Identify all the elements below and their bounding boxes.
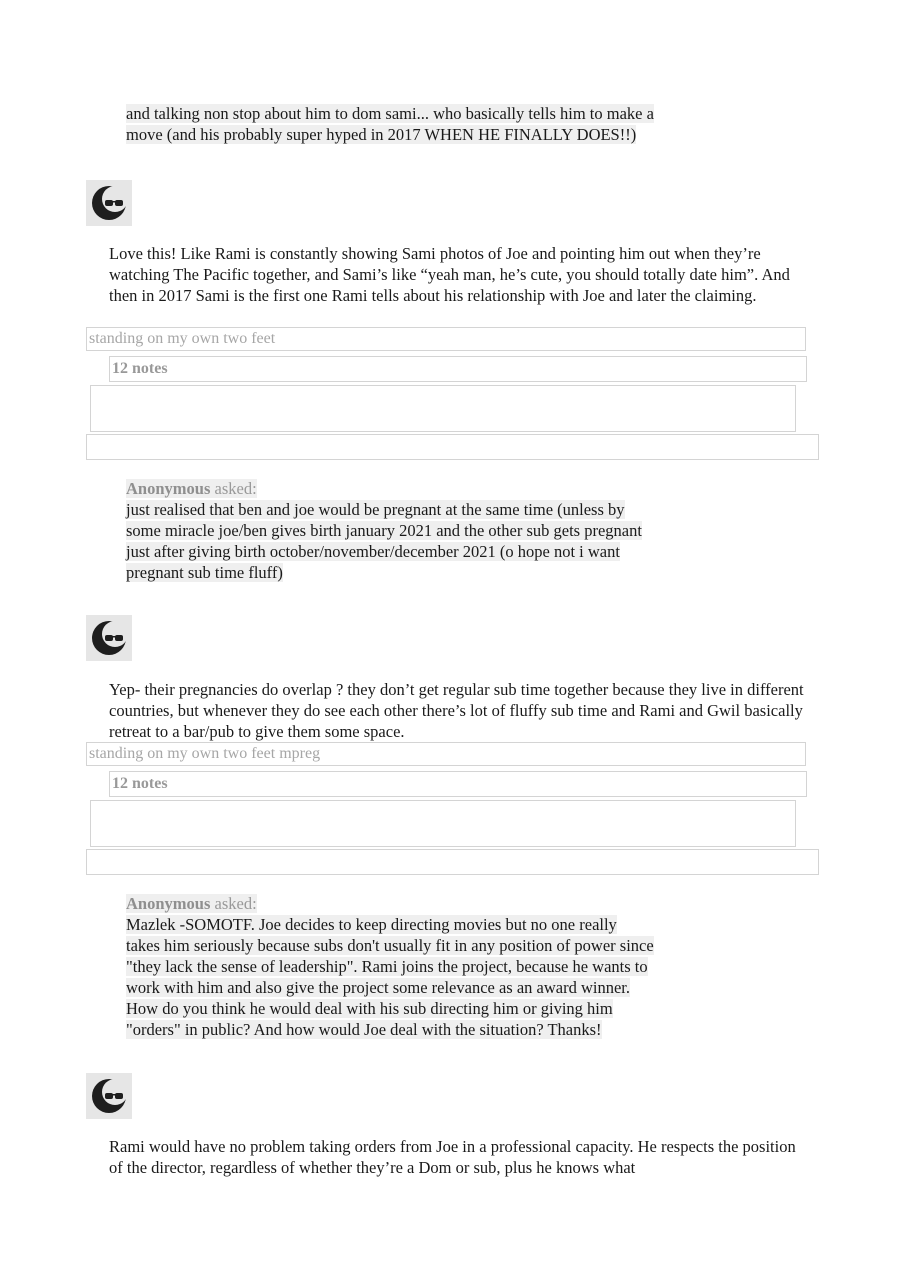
answer-text: Love this! Like Rami is constantly showing Sami photos of Joe and pointing him out when they’re watching The Pacific together, and Sami’s like “yeah man, he’s cute, you should totally date him”. And then in 2017 Sami is the first one Rami tells about his relationship with Joe and later the claiming.: [109, 244, 790, 305]
asker-verb: asked:: [214, 894, 257, 913]
answer-text: Rami would have no problem taking orders from Joe in a professional capacity. He respects the position of the director, regardless of whether they’re a Dom or sub, plus he knows what: [109, 1137, 796, 1177]
question-line: move (and his probably super hyped in 2017 WHEN HE FINALLY DOES!!): [126, 125, 637, 144]
avatar[interactable]: [86, 1073, 132, 1119]
notes-count[interactable]: 12 notes: [109, 771, 807, 797]
question-line: work with him and also give the project some relevance as an award winner.: [126, 978, 630, 997]
question-line: pregnant sub time fluff): [126, 563, 283, 582]
question-block: [126, 893, 746, 1040]
sunglasses-moon-icon: [86, 615, 132, 661]
asker-name[interactable]: Anonymous: [126, 479, 211, 498]
question-line: Mazlek -SOMOTF. Joe decides to keep directing movies but no one really: [126, 915, 617, 934]
sunglasses-moon-icon: [86, 1073, 132, 1119]
post-divider-box: [86, 434, 819, 460]
question-line: and talking non stop about him to dom sami... who basically tells him to make a: [126, 104, 654, 123]
asker-name[interactable]: Anonymous: [126, 894, 211, 913]
notes-count[interactable]: 12 notes: [109, 356, 807, 382]
post-footer-box: [90, 800, 796, 847]
question-block: [126, 478, 746, 583]
question-line: just realised that ben and joe would be pregnant at the same time (unless by: [126, 500, 625, 519]
question-block: [126, 103, 746, 145]
question-line: takes him seriously because subs don't usually fit in any position of power since: [126, 936, 654, 955]
asker-line: [126, 478, 746, 499]
sunglasses-moon-icon: [86, 180, 132, 226]
asker-verb: asked:: [214, 479, 257, 498]
post-tags[interactable]: standing on my own two feet mpreg: [86, 742, 806, 766]
question-line: How do you think he would deal with his sub directing him or giving him: [126, 999, 613, 1018]
avatar[interactable]: [86, 615, 132, 661]
question-line: some miracle joe/ben gives birth january 2021 and the other sub gets pregnant: [126, 521, 642, 540]
post-tags[interactable]: standing on my own two feet: [86, 327, 806, 351]
asker-line: [126, 893, 746, 914]
question-line: just after giving birth october/november/december 2021 (o hope not i want: [126, 542, 620, 561]
question-line: "they lack the sense of leadership". Rami joins the project, because he wants to: [126, 957, 648, 976]
answer-text: Yep- their pregnancies do overlap ? they don’t get regular sub time together because they live in different countries, but whenever they do see each other there’s lot of fluffy sub time and Rami and Gwil basically retreat to a bar/pub to give them some space.: [109, 680, 804, 741]
question-line: "orders" in public? And how would Joe deal with the situation? Thanks!: [126, 1020, 602, 1039]
post-footer-box: [90, 385, 796, 432]
post-divider-box: [86, 849, 819, 875]
avatar[interactable]: [86, 180, 132, 226]
